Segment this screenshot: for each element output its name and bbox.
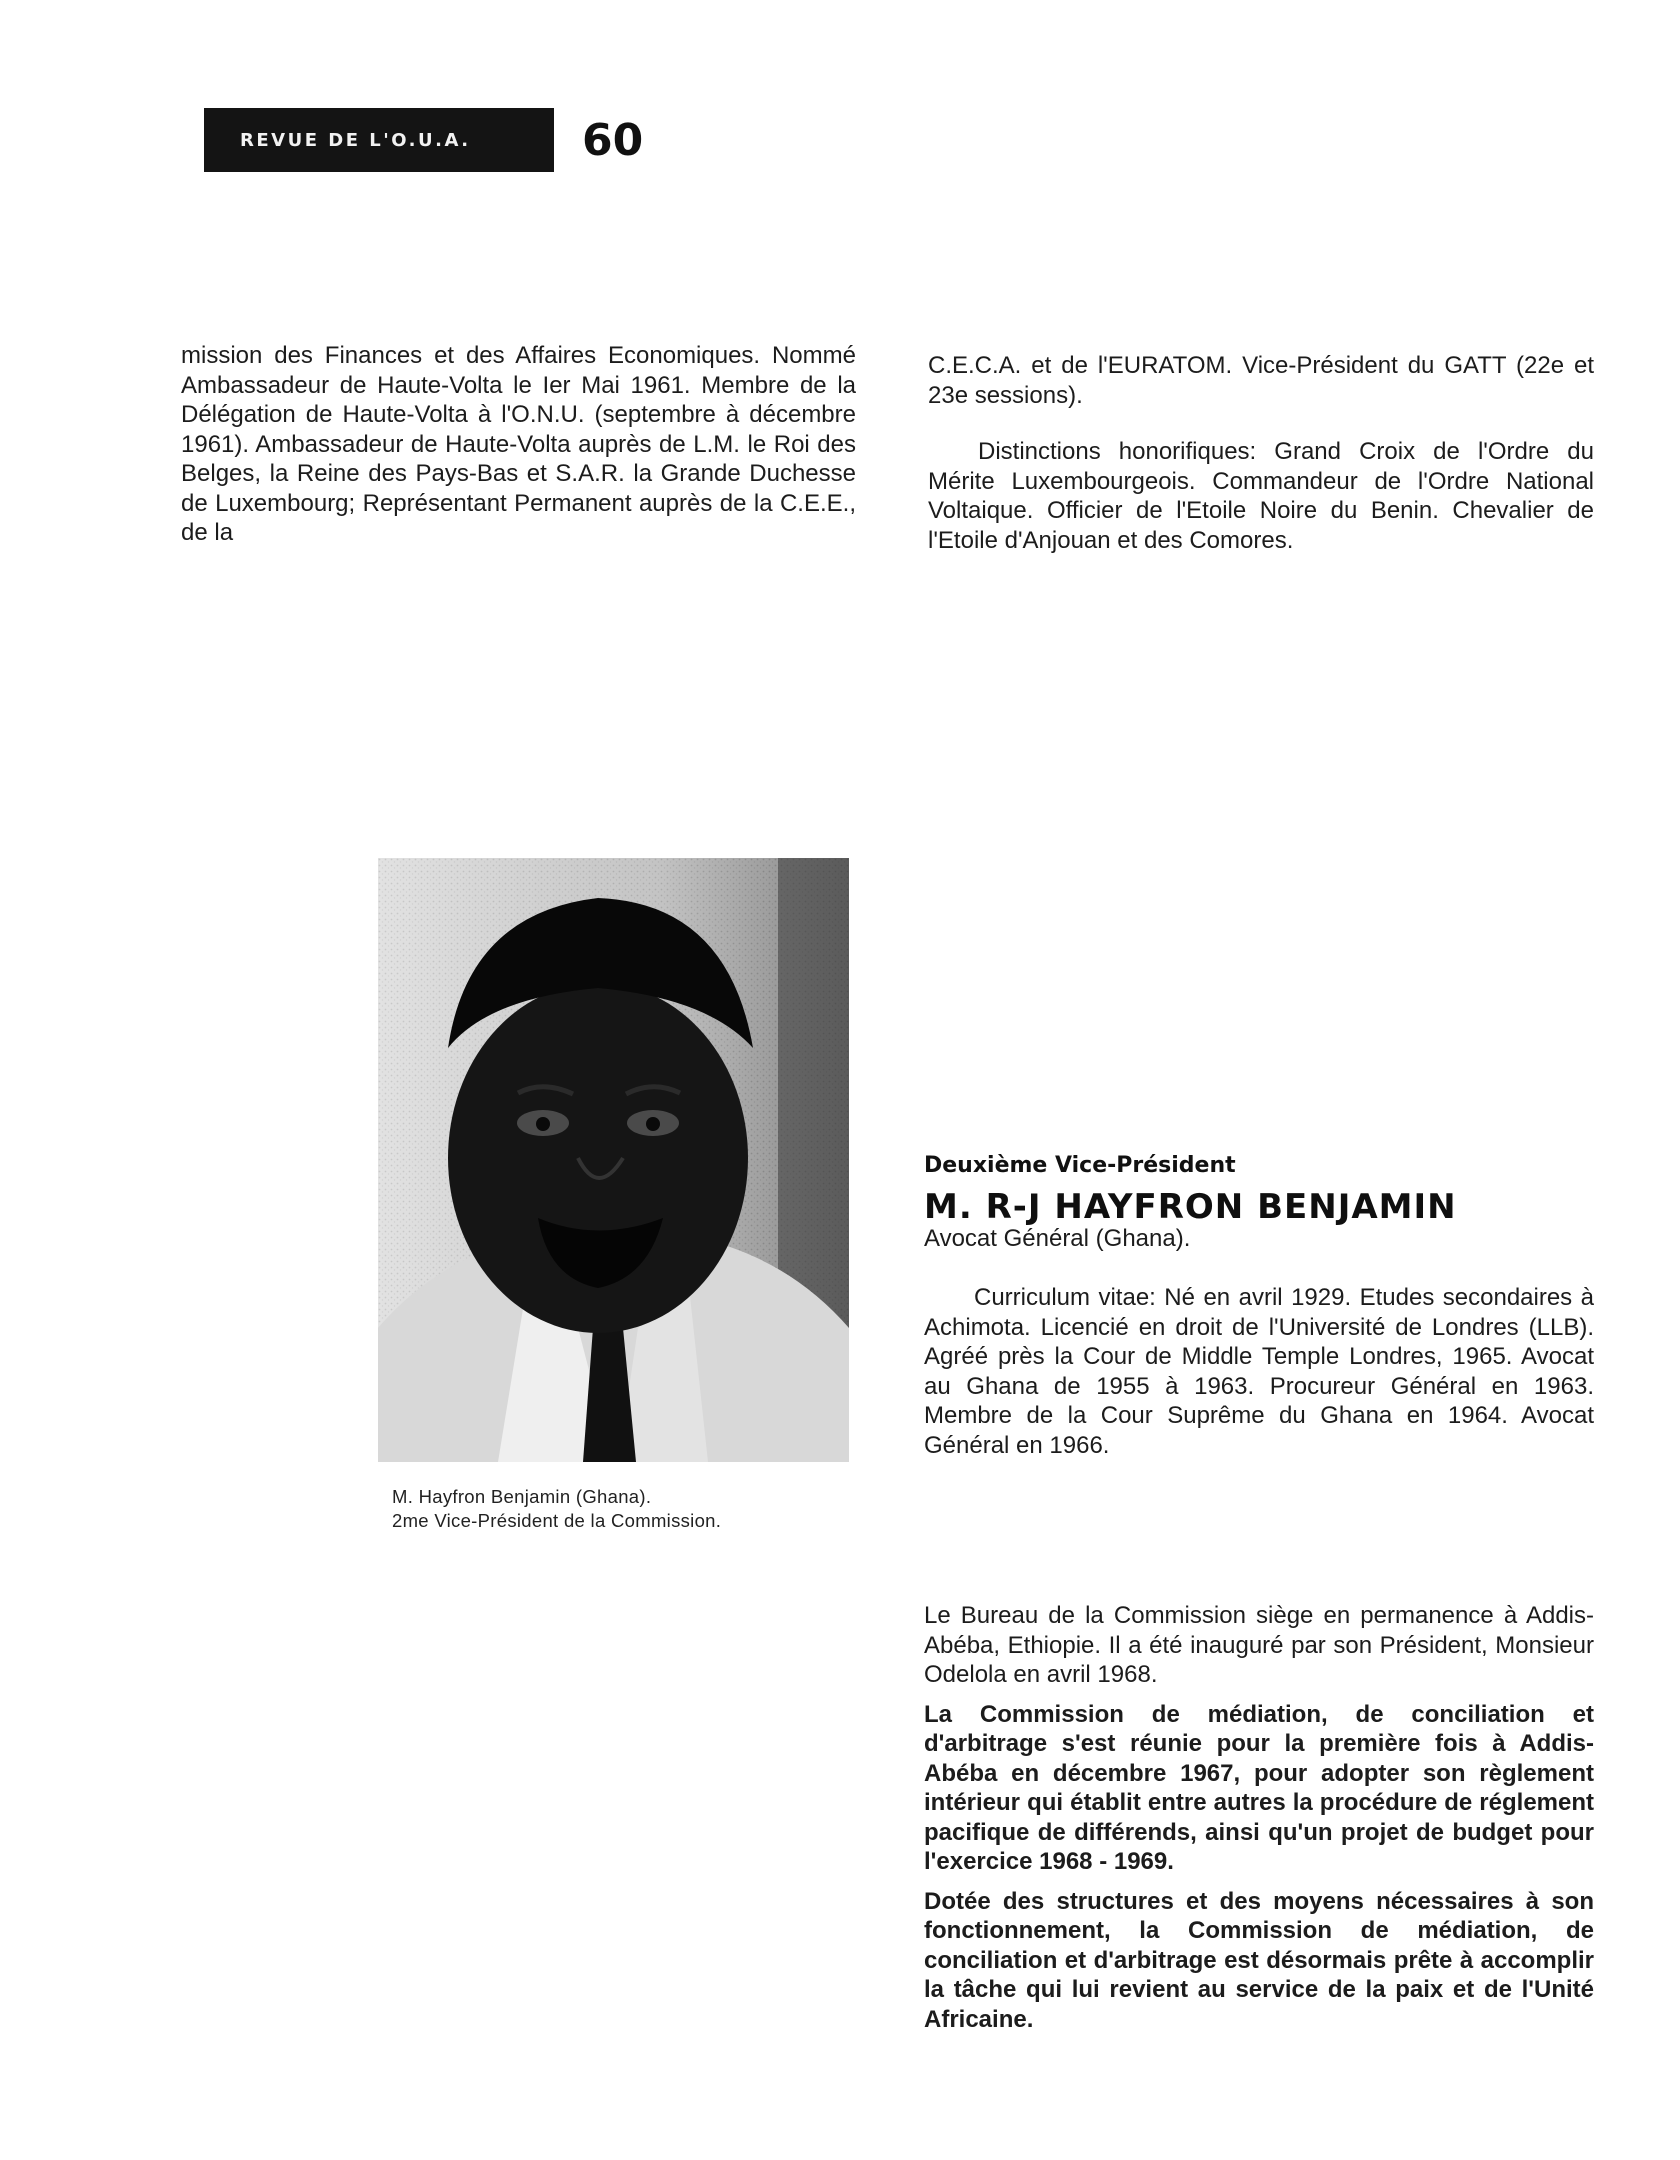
photo-caption: [392, 1485, 862, 1533]
journal-title-bar: [204, 108, 554, 172]
biography-left-column: [181, 341, 856, 548]
biography-left-text: mission des Finances et des Affaires Economiques. Nommé Ambassadeur de Haute-Volta le Ier Mai 1961. Membre de la Délégation de Haute-Volta à l'O.N.U. (septembre à décembre 1961). Ambassadeur de Haute-Volta auprès de L.M. le Roi des Belges, la Reine des Pays-Bas et S.A.R. la Grande Duchesse de Luxembourg; Représentant Permanent auprès de la C.E.E., de la: [181, 342, 856, 546]
bureau-paragraph-3: Dotée des structures et des moyens nécessaires à son fonctionnement, la Commission de médiation, de conciliation et d'arbitrage est désormais prête à accomplir la tâche qui lui revient au service de la paix et de l'Unité Africaine.: [924, 1887, 1594, 2033]
portrait-photo: [378, 858, 849, 1462]
page-number: 60: [582, 114, 644, 166]
person-role: Avocat Général (Ghana).: [924, 1225, 1191, 1252]
biography-right-text: C.E.C.A. et de l'EURATOM. Vice-Président du GATT (22e et 23e sessions).: [928, 352, 1594, 409]
bureau-paragraph-1: Le Bureau de la Commission siège en permanence à Addis-Abéba, Ethiopie. Il a été inauguré par son Président, Monsieur Odelola en avril 1968.: [924, 1602, 1594, 1688]
caption-line-2: 2me Vice-Président de la Commission.: [392, 1510, 722, 1531]
person-name: M. R-J HAYFRON BENJAMIN: [924, 1187, 1457, 1227]
bureau-section: [924, 1601, 1594, 2044]
honors-paragraph: [928, 437, 1594, 555]
journal-title: REVUE DE L'O.U.A.: [240, 129, 471, 151]
section-label: Deuxième Vice-Président: [924, 1153, 1236, 1178]
curriculum-paragraph: [924, 1283, 1594, 1460]
honors-text: Distinctions honorifiques: Grand Croix de l'Ordre du Mérite Luxembourgeois. Commandeur de l'Ordre National Voltaique. Officier de l'Etoile Noire du Benin. Chevalier de l'Etoile d'Anjouan et des Comores.: [928, 438, 1594, 554]
caption-line-1: M. Hayfron Benjamin (Ghana).: [392, 1486, 652, 1507]
bureau-paragraph-2: La Commission de médiation, de conciliation et d'arbitrage s'est réunie pour la première fois à Addis-Abéba en décembre 1967, pour adopter son règlement intérieur qui établit entre autres la procédure de réglement pacifique de différends, ainsi qu'un projet de budget pour l'exercice 1968 - 1969.: [924, 1700, 1594, 1875]
portrait-illustration: [378, 858, 849, 1462]
biography-right-column: [928, 351, 1594, 410]
curriculum-text: Curriculum vitae: Né en avril 1929. Etudes secondaires à Achimota. Licencié en droit de l'Université de Londres (LLB). Agréé près la Cour de Middle Temple Londres, 1965. Avocat au Ghana de 1955 à 1963. Procureur Général en 1963. Membre de la Cour Suprême du Ghana en 1964. Avocat Général en 1966.: [924, 1284, 1594, 1459]
